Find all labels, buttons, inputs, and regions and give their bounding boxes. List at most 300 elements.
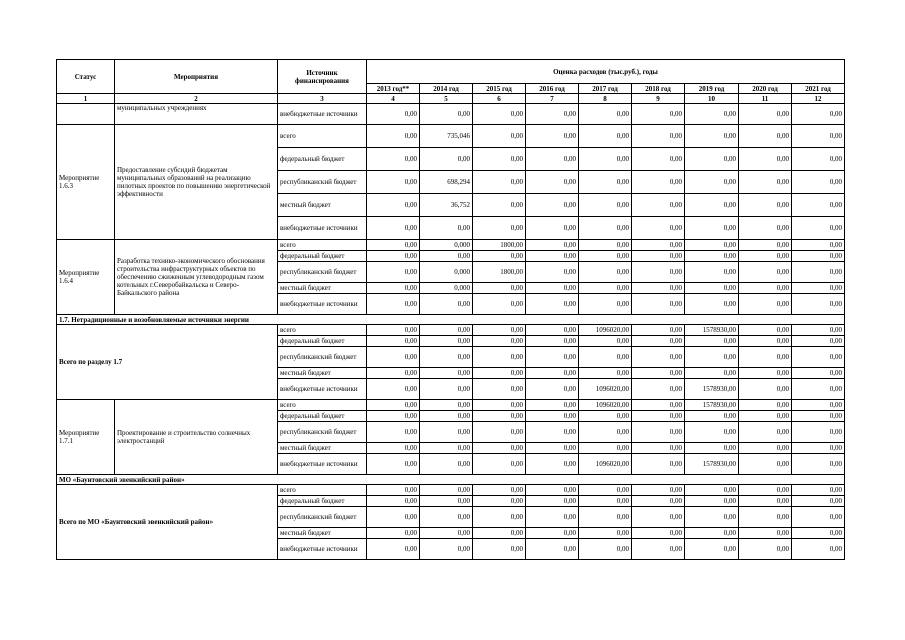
- value-cell: 0,00: [526, 379, 579, 400]
- value-cell: 0,00: [473, 454, 526, 475]
- header-source: Источник финансирования: [278, 60, 367, 94]
- value-cell: 0,00: [792, 454, 845, 475]
- value-cell: 0,00: [526, 104, 579, 125]
- funding-source: федеральный бюджет: [278, 411, 367, 422]
- value-cell: 0,00: [632, 325, 685, 336]
- value-cell: 0,00: [473, 217, 526, 240]
- value-cell: 0,00: [792, 528, 845, 539]
- value-cell: 0,00: [367, 336, 420, 347]
- value-cell: 0,00: [526, 539, 579, 560]
- value-cell: 0,00: [367, 539, 420, 560]
- value-cell: 0,00: [579, 485, 632, 496]
- value-cell: 0,00: [685, 443, 739, 454]
- value-cell: 0,00: [632, 194, 685, 217]
- value-cell: 0,00: [739, 194, 792, 217]
- value-cell: 0,00: [739, 411, 792, 422]
- value-cell: 0,00: [739, 336, 792, 347]
- column-number: 5: [420, 94, 473, 104]
- value-cell: 0,00: [632, 454, 685, 475]
- value-cell: 0,00: [473, 485, 526, 496]
- event-cell: муниципальных учреждениях: [115, 104, 278, 125]
- value-cell: 0,00: [367, 496, 420, 507]
- value-cell: 0,00: [632, 368, 685, 379]
- value-cell: 0,00: [473, 507, 526, 528]
- value-cell: 0,00: [526, 443, 579, 454]
- value-cell: 0,00: [367, 194, 420, 217]
- column-number: 8: [579, 94, 632, 104]
- value-cell: 0,00: [526, 283, 579, 294]
- value-cell: 0,00: [579, 368, 632, 379]
- value-cell: 0,00: [739, 539, 792, 560]
- value-cell: 0,00: [473, 125, 526, 148]
- value-cell: 0,00: [685, 294, 739, 315]
- column-number: 3: [278, 94, 367, 104]
- funding-source: всего: [278, 240, 367, 251]
- value-cell: 0,00: [685, 507, 739, 528]
- funding-source: всего: [278, 400, 367, 411]
- funding-source: федеральный бюджет: [278, 496, 367, 507]
- value-cell: 0,00: [473, 422, 526, 443]
- value-cell: 0,00: [420, 528, 473, 539]
- value-cell: 0,00: [739, 125, 792, 148]
- value-cell: 0,00: [420, 347, 473, 368]
- value-cell: 0,00: [367, 283, 420, 294]
- value-cell: 0,00: [473, 411, 526, 422]
- column-number: 2: [115, 94, 278, 104]
- value-cell: 0,00: [420, 148, 473, 171]
- value-cell: 0,00: [473, 379, 526, 400]
- expenditure-table: [56, 59, 845, 560]
- value-cell: 0,00: [526, 507, 579, 528]
- value-cell: 1096020,00: [579, 325, 632, 336]
- value-cell: 0,00: [420, 422, 473, 443]
- value-cell: 36,752: [420, 194, 473, 217]
- funding-source: внебюджетные источники: [278, 217, 367, 240]
- value-cell: 0,00: [367, 443, 420, 454]
- value-cell: 0,00: [685, 496, 739, 507]
- value-cell: 0,00: [632, 125, 685, 148]
- value-cell: 0,00: [685, 539, 739, 560]
- funding-source: федеральный бюджет: [278, 148, 367, 171]
- value-cell: 0,00: [420, 294, 473, 315]
- value-cell: 1578930,00: [685, 454, 739, 475]
- value-cell: 0,00: [792, 194, 845, 217]
- value-cell: 0,00: [526, 251, 579, 262]
- value-cell: 0,000: [420, 283, 473, 294]
- column-number: 10: [685, 94, 739, 104]
- value-cell: 0,00: [579, 148, 632, 171]
- funding-source: внебюджетные источники: [278, 379, 367, 400]
- value-cell: 0,00: [526, 347, 579, 368]
- value-cell: 0,00: [420, 496, 473, 507]
- funding-source: внебюджетные источники: [278, 454, 367, 475]
- value-cell: 0,00: [739, 400, 792, 411]
- value-cell: 0,00: [685, 125, 739, 148]
- value-cell: 0,00: [579, 528, 632, 539]
- value-cell: 0,00: [739, 422, 792, 443]
- value-cell: 0,00: [739, 262, 792, 283]
- value-cell: 0,00: [685, 240, 739, 251]
- value-cell: 0,00: [579, 104, 632, 125]
- value-cell: 0,00: [792, 336, 845, 347]
- value-cell: 0,00: [632, 496, 685, 507]
- value-cell: 0,00: [420, 539, 473, 560]
- column-number: 12: [792, 94, 845, 104]
- value-cell: 0,00: [579, 443, 632, 454]
- value-cell: 0,00: [473, 283, 526, 294]
- value-cell: 0,00: [579, 411, 632, 422]
- value-cell: 0,00: [685, 251, 739, 262]
- column-number: 4: [367, 94, 420, 104]
- value-cell: 0,00: [367, 368, 420, 379]
- value-cell: 0,00: [632, 294, 685, 315]
- value-cell: 0,00: [739, 496, 792, 507]
- value-cell: 0,00: [632, 507, 685, 528]
- value-cell: 0,00: [792, 104, 845, 125]
- value-cell: 0,00: [739, 148, 792, 171]
- value-cell: 0,00: [526, 496, 579, 507]
- funding-source: внебюджетные источники: [278, 539, 367, 560]
- value-cell: 1096020,00: [579, 400, 632, 411]
- value-cell: 0,00: [792, 171, 845, 194]
- value-cell: 0,000: [420, 240, 473, 251]
- value-cell: 0,00: [367, 325, 420, 336]
- value-cell: 0,00: [367, 485, 420, 496]
- value-cell: 0,00: [367, 400, 420, 411]
- value-cell: 0,00: [367, 528, 420, 539]
- table-row: [57, 485, 845, 496]
- value-cell: 1578930,00: [685, 325, 739, 336]
- table-row: [57, 125, 845, 148]
- value-cell: 0,00: [420, 104, 473, 125]
- value-cell: 0,00: [792, 251, 845, 262]
- value-cell: 0,00: [579, 507, 632, 528]
- value-cell: 0,00: [579, 336, 632, 347]
- value-cell: 0,00: [473, 368, 526, 379]
- value-cell: 1096020,00: [579, 379, 632, 400]
- value-cell: 0,00: [632, 148, 685, 171]
- table-row: [57, 400, 845, 411]
- value-cell: 0,00: [792, 507, 845, 528]
- funding-source: местный бюджет: [278, 443, 367, 454]
- value-cell: 0,00: [526, 454, 579, 475]
- value-cell: 0,00: [792, 443, 845, 454]
- funding-source: республиканский бюджет: [278, 262, 367, 283]
- value-cell: 0,00: [792, 379, 845, 400]
- value-cell: 698,294: [420, 171, 473, 194]
- value-cell: 0,00: [739, 528, 792, 539]
- value-cell: 1578930,00: [685, 400, 739, 411]
- value-cell: 0,00: [685, 368, 739, 379]
- header-event: Мероприятия: [115, 60, 278, 94]
- value-cell: 0,00: [420, 217, 473, 240]
- funding-source: всего: [278, 485, 367, 496]
- value-cell: 0,00: [526, 411, 579, 422]
- value-cell: 0,00: [792, 539, 845, 560]
- value-cell: 0,00: [632, 251, 685, 262]
- header-estimate: Оценка расходов (тыс.руб.), годы: [367, 60, 845, 84]
- value-cell: 0,00: [632, 485, 685, 496]
- value-cell: 0,00: [792, 485, 845, 496]
- value-cell: 0,00: [367, 262, 420, 283]
- funding-source: местный бюджет: [278, 283, 367, 294]
- header-year: 2013 год**: [367, 84, 420, 94]
- value-cell: 0,00: [739, 443, 792, 454]
- value-cell: 0,00: [579, 283, 632, 294]
- value-cell: 0,00: [632, 443, 685, 454]
- header-year: 2016 год: [526, 84, 579, 94]
- value-cell: 0,00: [526, 171, 579, 194]
- section-row: [57, 315, 845, 325]
- value-cell: 0,00: [739, 217, 792, 240]
- value-cell: 0,00: [792, 283, 845, 294]
- value-cell: 0,00: [579, 251, 632, 262]
- column-number: 7: [526, 94, 579, 104]
- value-cell: 0,00: [420, 251, 473, 262]
- value-cell: 0,00: [792, 422, 845, 443]
- value-cell: 0,00: [632, 347, 685, 368]
- value-cell: 0,00: [632, 539, 685, 560]
- value-cell: 0,00: [685, 411, 739, 422]
- value-cell: 0,00: [685, 347, 739, 368]
- value-cell: 0,00: [792, 325, 845, 336]
- value-cell: 0,00: [632, 171, 685, 194]
- value-cell: 0,00: [367, 347, 420, 368]
- value-cell: 0,00: [579, 496, 632, 507]
- value-cell: 0,00: [792, 217, 845, 240]
- value-cell: 0,00: [792, 240, 845, 251]
- value-cell: 0,00: [526, 148, 579, 171]
- value-cell: 0,00: [579, 125, 632, 148]
- value-cell: 0,00: [739, 104, 792, 125]
- value-cell: 0,00: [526, 325, 579, 336]
- value-cell: 0,00: [579, 347, 632, 368]
- header-year: 2014 год: [420, 84, 473, 94]
- value-cell: 0,00: [579, 294, 632, 315]
- value-cell: 0,00: [792, 125, 845, 148]
- value-cell: 0,00: [579, 539, 632, 560]
- status-cell: Мероприятие 1.7.1: [57, 400, 115, 475]
- funding-source: местный бюджет: [278, 194, 367, 217]
- value-cell: 0,00: [685, 528, 739, 539]
- value-cell: 0,00: [367, 507, 420, 528]
- value-cell: 0,00: [792, 294, 845, 315]
- value-cell: 0,00: [367, 454, 420, 475]
- value-cell: 1578930,00: [685, 379, 739, 400]
- value-cell: 0,00: [739, 507, 792, 528]
- value-cell: 0,000: [420, 262, 473, 283]
- value-cell: 0,00: [420, 368, 473, 379]
- value-cell: 0,00: [526, 422, 579, 443]
- value-cell: 1800,00: [473, 262, 526, 283]
- value-cell: 0,00: [632, 400, 685, 411]
- header-year: 2019 год: [685, 84, 739, 94]
- value-cell: 0,00: [739, 379, 792, 400]
- value-cell: 0,00: [367, 411, 420, 422]
- value-cell: 0,00: [792, 411, 845, 422]
- value-cell: 0,00: [632, 528, 685, 539]
- value-cell: 0,00: [632, 217, 685, 240]
- event-cell: Разработка технико-экономического обоснования строительства инфраструктурных объектов по обеспечению сжиженным углеводородным газом котельных г.Северобайкальска и Северо-Байкальского района: [115, 240, 278, 315]
- value-cell: 0,00: [367, 294, 420, 315]
- value-cell: 0,00: [473, 294, 526, 315]
- value-cell: 0,00: [473, 539, 526, 560]
- event-cell: Проектирование и строительство солнечных электростанций: [115, 400, 278, 475]
- value-cell: 0,00: [632, 379, 685, 400]
- value-cell: 0,00: [739, 294, 792, 315]
- funding-source: местный бюджет: [278, 368, 367, 379]
- funding-source: местный бюджет: [278, 528, 367, 539]
- header-year: 2021 год: [792, 84, 845, 94]
- funding-source: внебюджетные источники: [278, 294, 367, 315]
- total-label: Всего по МО «Баунтовский эвенкийский район»: [57, 485, 278, 560]
- funding-source: республиканский бюджет: [278, 422, 367, 443]
- value-cell: 0,00: [473, 347, 526, 368]
- status-cell: Мероприятие 1.6.3: [57, 125, 115, 240]
- value-cell: 0,00: [473, 104, 526, 125]
- value-cell: 0,00: [579, 240, 632, 251]
- value-cell: 0,00: [579, 262, 632, 283]
- funding-source: республиканский бюджет: [278, 171, 367, 194]
- value-cell: 0,00: [420, 485, 473, 496]
- value-cell: 0,00: [473, 400, 526, 411]
- column-number: 11: [739, 94, 792, 104]
- value-cell: 0,00: [367, 171, 420, 194]
- value-cell: 0,00: [367, 251, 420, 262]
- funding-source: всего: [278, 125, 367, 148]
- value-cell: 0,00: [526, 262, 579, 283]
- value-cell: 0,00: [739, 240, 792, 251]
- value-cell: 0,00: [367, 240, 420, 251]
- value-cell: 0,00: [685, 336, 739, 347]
- value-cell: 0,00: [685, 217, 739, 240]
- value-cell: 0,00: [739, 283, 792, 294]
- value-cell: 0,00: [526, 125, 579, 148]
- value-cell: 0,00: [420, 336, 473, 347]
- value-cell: 0,00: [420, 325, 473, 336]
- value-cell: 0,00: [367, 148, 420, 171]
- value-cell: 0,00: [792, 347, 845, 368]
- table-row: [57, 104, 845, 125]
- value-cell: 0,00: [792, 368, 845, 379]
- value-cell: 0,00: [420, 400, 473, 411]
- section-title: МО «Баунтовский эвенкийский район»: [57, 475, 845, 485]
- value-cell: 0,00: [739, 347, 792, 368]
- value-cell: 0,00: [526, 400, 579, 411]
- header-status: Статус: [57, 60, 115, 94]
- value-cell: 0,00: [473, 325, 526, 336]
- table-row: [57, 325, 845, 336]
- value-cell: 0,00: [632, 283, 685, 294]
- value-cell: 0,00: [420, 411, 473, 422]
- value-cell: 0,00: [739, 251, 792, 262]
- value-cell: 0,00: [685, 283, 739, 294]
- value-cell: 0,00: [632, 104, 685, 125]
- value-cell: 1096020,00: [579, 454, 632, 475]
- value-cell: 0,00: [473, 528, 526, 539]
- value-cell: 0,00: [685, 171, 739, 194]
- value-cell: 0,00: [792, 496, 845, 507]
- value-cell: 0,00: [685, 262, 739, 283]
- value-cell: 0,00: [473, 251, 526, 262]
- value-cell: 0,00: [526, 528, 579, 539]
- value-cell: 0,00: [367, 379, 420, 400]
- total-label: Всего по разделу 1.7: [57, 325, 278, 400]
- value-cell: 0,00: [526, 240, 579, 251]
- value-cell: 0,00: [526, 336, 579, 347]
- value-cell: 0,00: [526, 294, 579, 315]
- value-cell: 0,00: [526, 368, 579, 379]
- value-cell: 0,00: [632, 422, 685, 443]
- value-cell: 0,00: [739, 325, 792, 336]
- funding-source: всего: [278, 325, 367, 336]
- column-number: 9: [632, 94, 685, 104]
- value-cell: 0,00: [579, 217, 632, 240]
- value-cell: 0,00: [792, 400, 845, 411]
- header-year: 2018 год: [632, 84, 685, 94]
- value-cell: 0,00: [632, 240, 685, 251]
- value-cell: 0,00: [420, 507, 473, 528]
- value-cell: 0,00: [473, 496, 526, 507]
- value-cell: 0,00: [685, 485, 739, 496]
- value-cell: 0,00: [367, 104, 420, 125]
- column-number: 1: [57, 94, 115, 104]
- value-cell: 0,00: [792, 148, 845, 171]
- value-cell: 0,00: [739, 454, 792, 475]
- value-cell: 0,00: [473, 148, 526, 171]
- value-cell: 0,00: [473, 194, 526, 217]
- value-cell: 0,00: [473, 336, 526, 347]
- value-cell: 0,00: [579, 422, 632, 443]
- value-cell: 735,046: [420, 125, 473, 148]
- value-cell: 0,00: [685, 194, 739, 217]
- value-cell: 0,00: [526, 217, 579, 240]
- value-cell: 0,00: [473, 443, 526, 454]
- value-cell: 0,00: [579, 171, 632, 194]
- header-year: 2020 год: [739, 84, 792, 94]
- column-number: 6: [473, 94, 526, 104]
- value-cell: 0,00: [473, 171, 526, 194]
- funding-source: внебюджетные источники: [278, 104, 367, 125]
- funding-source: федеральный бюджет: [278, 251, 367, 262]
- funding-source: федеральный бюджет: [278, 336, 367, 347]
- header-year: 2017 год: [579, 84, 632, 94]
- value-cell: 0,00: [632, 411, 685, 422]
- status-cell: Мероприятие 1.6.4: [57, 240, 115, 315]
- value-cell: 0,00: [632, 262, 685, 283]
- value-cell: 1800,00: [473, 240, 526, 251]
- value-cell: 0,00: [526, 485, 579, 496]
- value-cell: 0,00: [526, 194, 579, 217]
- value-cell: 0,00: [739, 171, 792, 194]
- value-cell: 0,00: [685, 422, 739, 443]
- funding-source: республиканский бюджет: [278, 347, 367, 368]
- value-cell: 0,00: [685, 104, 739, 125]
- value-cell: 0,00: [420, 379, 473, 400]
- value-cell: 0,00: [632, 336, 685, 347]
- event-cell: Предоставление субсидий бюджетам муниципальных образований на реализацию пилотных проектов по повышению энергетической эффективности: [115, 125, 278, 240]
- status-cell: [57, 104, 115, 125]
- value-cell: 0,00: [685, 148, 739, 171]
- value-cell: 0,00: [792, 262, 845, 283]
- value-cell: 0,00: [420, 443, 473, 454]
- section-title: 1.7. Нетрадиционные и возобновляемые источники энергии: [57, 315, 845, 325]
- section-row: [57, 475, 845, 485]
- value-cell: 0,00: [579, 194, 632, 217]
- value-cell: 0,00: [367, 422, 420, 443]
- value-cell: 0,00: [367, 217, 420, 240]
- value-cell: 0,00: [739, 485, 792, 496]
